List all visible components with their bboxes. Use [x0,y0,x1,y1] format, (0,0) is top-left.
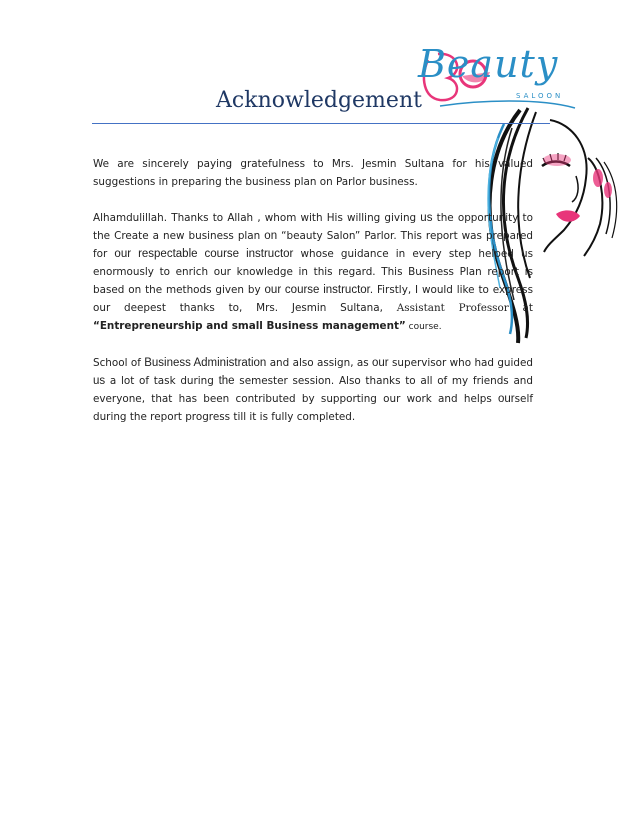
logo-subtitle: SALOON [516,92,564,100]
p2-m: course. [405,322,442,332]
p2-l: “Entrepreneurship and small Business management” [93,320,406,332]
logo-wordmark: Beauty [418,42,559,86]
page-title [0,88,638,113]
p2-g: whose guidance in every step helped us enormously to enrich our knowledge in this regard. This Business Plan report is based on the methods given by [93,248,534,296]
p3-g: a lot of task during [105,375,219,387]
p2-e: “beauty Salon” Parlor. This report was prepared for [93,230,533,260]
p3-a: School of [93,357,145,369]
p2-i: Firstly, I would like to express our deepest thanks to, Mrs. Jesmin Sultana, [93,284,533,314]
p2-j: Assistant Professor [396,302,509,314]
title-underline [92,123,550,124]
p3-f: us [93,375,106,387]
p3-i: semester session. Also thanks to all of my friends and everyone, that has been contributed by supporting our work and helps [93,375,533,405]
p3-k: self during the report progress till it is fully completed. [93,393,533,423]
paragraph-2 [93,209,533,336]
p2-c: the opportunity to the Create a new business plan [93,212,533,242]
p3-b: Business Administration [144,357,267,369]
p2-b: us [420,212,433,224]
p3-d: our [372,357,389,369]
p2-a: Alhamdulillah. Thanks to Allah , whom with His willing giving [93,212,421,224]
p3-c: and also assign, as [266,357,372,369]
p2-k: at [508,302,533,314]
p2-h: our course instructor. [264,284,374,296]
p3-e: supervisor who had guided [388,357,533,369]
p2-d: on [264,230,278,242]
page-title-text: Acknowledgement [216,88,422,113]
paragraph-3 [93,354,533,426]
p3-j: our [498,393,515,405]
p2-f: our respectable course instructor [114,248,294,260]
document-body [93,155,533,444]
p3-h: the [218,375,235,387]
paragraph-1: We are sincerely paying gratefulness to Mrs. Jesmin Sultana for his valued suggestions in preparing the business plan on Parlor business. [93,158,533,188]
